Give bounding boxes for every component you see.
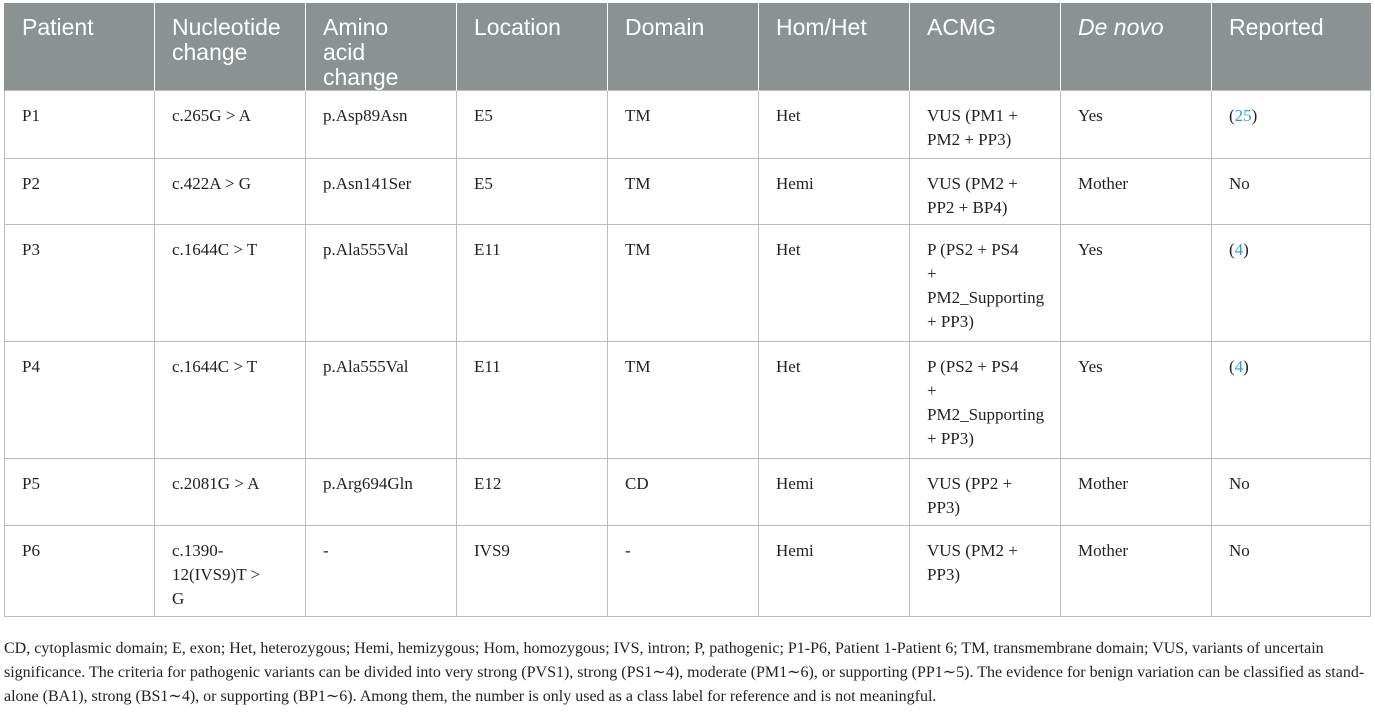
cell-location: IVS9 (457, 526, 608, 617)
reference-link[interactable]: 4 (1234, 240, 1244, 259)
table-footnote: CD, cytoplasmic domain; E, exon; Het, heterozygous; Hemi, hemizygous; Hom, homozygous; IVS, intron; P, pathogenic; P1-P6, Patient 1-Patient 6; TM, transmembrane domain; VUS, variants of uncertain significance. The criteria for pathogenic variants can be divided into very strong (PVS1), strong (PS1∼4), moderate (PM1∼6), or supporting (PP1∼5). The evidence for benign variation can be classified as stand-alone (BA1), strong (BS1∼4), or supporting (BP1∼6). Among them, the number is only used as a class label for reference and is not meaningful. (4, 640, 1365, 705)
header-patient: Patient (5, 3, 155, 91)
cell-patient: P4 (5, 342, 155, 459)
variants-table-container (4, 3, 1370, 617)
ref-open-paren: ( (1229, 357, 1235, 376)
cell-acmg: VUS (PM2 + PP3) (910, 526, 1061, 617)
ref-close-paren: ) (1243, 240, 1249, 259)
header-de-novo: De novo (1061, 3, 1212, 91)
header-domain: Domain (608, 3, 759, 91)
cell-amino-acid: p.Ala555Val (306, 342, 457, 459)
cell-nucleotide: c.1644C > T (155, 342, 306, 459)
cell-location: E5 (457, 159, 608, 225)
cell-patient: P5 (5, 459, 155, 526)
header-reported: Reported (1212, 3, 1371, 91)
cell-nucleotide: c.2081G > A (155, 459, 306, 526)
cell-reported: No (1212, 459, 1371, 526)
cell-patient: P2 (5, 159, 155, 225)
cell-hom-het: Het (759, 91, 910, 159)
reference-link[interactable]: 25 (1234, 106, 1252, 125)
cell-de-novo: Mother (1061, 526, 1212, 617)
cell-acmg: P (PS2 + PS4 + PM2_Supporting + PP3) (910, 225, 1061, 342)
cell-nucleotide: c.265G > A (155, 91, 306, 159)
cell-de-novo: Yes (1061, 342, 1212, 459)
table-row (5, 225, 1371, 342)
cell-reported: No (1212, 159, 1371, 225)
reference-link[interactable]: 4 (1234, 357, 1244, 376)
cell-amino-acid: p.Asn141Ser (306, 159, 457, 225)
table-row (5, 526, 1371, 617)
cell-reported (1212, 342, 1371, 459)
cell-location: E11 (457, 225, 608, 342)
header-location: Location (457, 3, 608, 91)
cell-location: E5 (457, 91, 608, 159)
cell-hom-het: Hemi (759, 526, 910, 617)
cell-domain: TM (608, 91, 759, 159)
cell-acmg: P (PS2 + PS4 + PM2_Supporting + PP3) (910, 342, 1061, 459)
cell-domain: - (608, 526, 759, 617)
cell-location: E12 (457, 459, 608, 526)
cell-amino-acid: p.Arg694Gln (306, 459, 457, 526)
header-amino-acid-change: Amino acid change (306, 3, 457, 91)
variants-table (4, 3, 1371, 617)
cell-domain: TM (608, 342, 759, 459)
cell-acmg: VUS (PM2 + PP2 + BP4) (910, 159, 1061, 225)
cell-de-novo: Yes (1061, 91, 1212, 159)
cell-nucleotide: c.1644C > T (155, 225, 306, 342)
table-row (5, 159, 1371, 225)
header-hom-het: Hom/Het (759, 3, 910, 91)
cell-amino-acid: - (306, 526, 457, 617)
cell-location: E11 (457, 342, 608, 459)
cell-domain: TM (608, 225, 759, 342)
table-row (5, 342, 1371, 459)
ref-close-paren: ) (1243, 357, 1249, 376)
cell-nucleotide: c.422A > G (155, 159, 306, 225)
cell-patient: P3 (5, 225, 155, 342)
ref-open-paren: ( (1229, 240, 1235, 259)
cell-de-novo: Mother (1061, 159, 1212, 225)
cell-patient: P1 (5, 91, 155, 159)
table-row (5, 91, 1371, 159)
ref-close-paren: ) (1251, 106, 1258, 125)
cell-amino-acid: p.Ala555Val (306, 225, 457, 342)
cell-reported (1212, 225, 1371, 342)
cell-acmg: VUS (PM1 + PM2 + PP3) (910, 91, 1061, 159)
cell-hom-het: Het (759, 342, 910, 459)
cell-hom-het: Hemi (759, 459, 910, 526)
cell-de-novo: Yes (1061, 225, 1212, 342)
cell-de-novo: Mother (1061, 459, 1212, 526)
cell-acmg: VUS (PP2 + PP3) (910, 459, 1061, 526)
header-nucleotide-change: Nucleotide change (155, 3, 306, 91)
table-row (5, 459, 1371, 526)
cell-reported (1212, 91, 1371, 159)
cell-hom-het: Het (759, 225, 910, 342)
header-acmg: ACMG (910, 3, 1061, 91)
cell-reported: No (1212, 526, 1371, 617)
ref-open-paren: ( (1229, 106, 1235, 125)
cell-nucleotide: c.1390- 12(IVS9)T > G (155, 526, 306, 617)
cell-amino-acid: p.Asp89Asn (306, 91, 457, 159)
cell-domain: TM (608, 159, 759, 225)
table-header-row (5, 3, 1371, 91)
cell-hom-het: Hemi (759, 159, 910, 225)
cell-domain: CD (608, 459, 759, 526)
cell-patient: P6 (5, 526, 155, 617)
